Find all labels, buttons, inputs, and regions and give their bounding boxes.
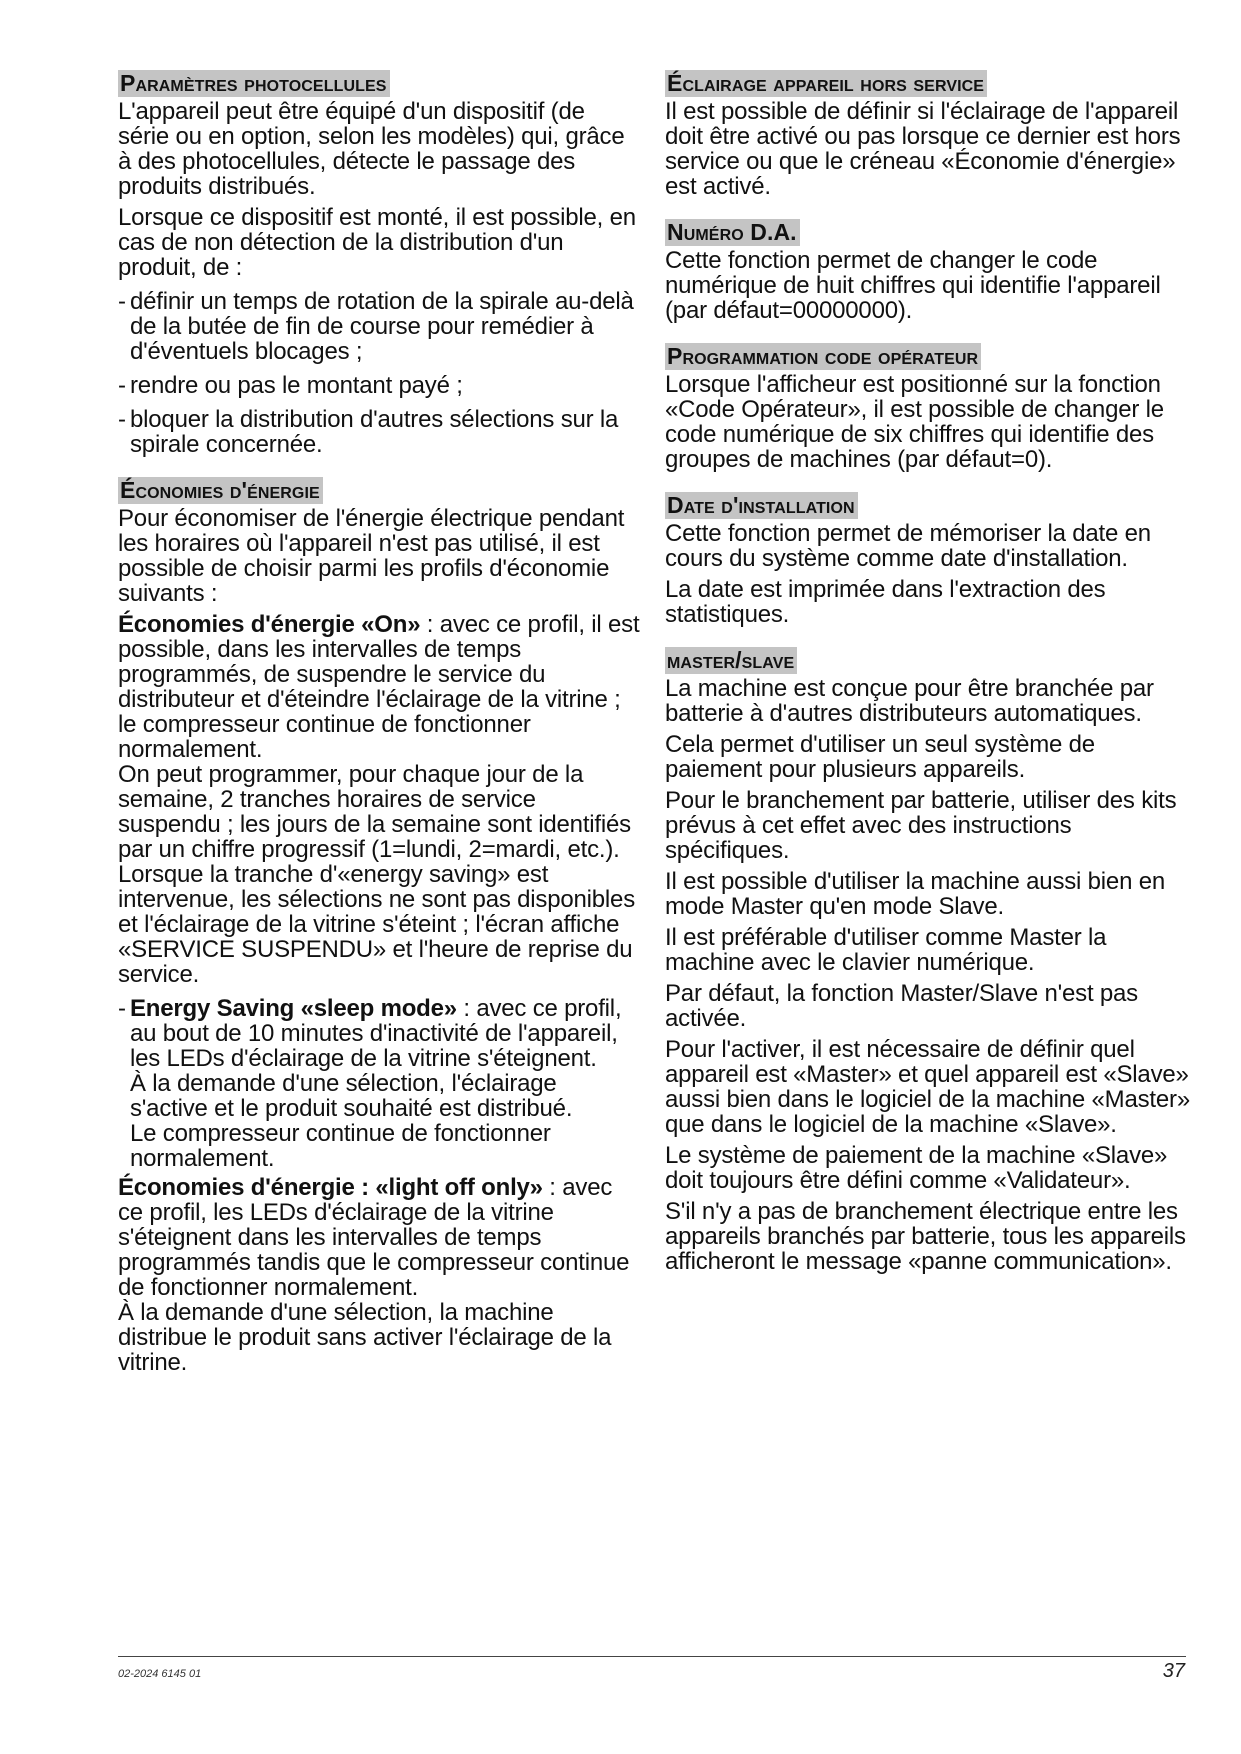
paragraph: Le compresseur continue de fonctionner normalement.	[130, 1120, 551, 1172]
section-heading: Numéro D.A.	[665, 219, 800, 246]
right-column	[665, 70, 1195, 1294]
paragraph: Il est possible d'utiliser la machine aussi bien en mode Master qu'en mode Slave.	[665, 868, 1165, 920]
list-item-text: bloquer la distribution d'autres sélections sur la spirale concernée.	[130, 406, 619, 458]
paragraph: Lorsque la tranche d'«energy saving» est intervenue, les sélections ne sont pas disponibles et l'éclairage de la vitrine s'éteint ; l'écran affiche «SERVICE SUSPENDU» et l'heure de reprise du service.	[118, 861, 635, 988]
section-heading: Paramètres photocellules	[118, 70, 390, 97]
section-heading: Programmation code opérateur	[665, 343, 981, 370]
paragraph: Pour le branchement par batterie, utiliser des kits prévus à cet effet avec des instructions spécifiques.	[665, 787, 1177, 864]
paragraph: Lorsque ce dispositif est monté, il est possible, en cas de non détection de la distribution d'un produit, de :	[118, 204, 636, 281]
section-heading: Date d'installation	[665, 492, 858, 519]
paragraph: À la demande d'une sélection, l'éclairage s'active et le produit souhaité est distribué.	[130, 1070, 573, 1122]
paragraph: L'appareil peut être équipé d'un dispositif (de série ou en option, selon les modèles) qui, grâce à des photocellules, détecte le passage des produits distribués.	[118, 98, 625, 200]
energy-on-text: : avec ce profil, il est possible, dans les intervalles de temps programmés, de suspendre le service du distributeur et d'éteindre l'éclairage de la vitrine ; le compresseur continue de fonctionner normalement.	[118, 611, 640, 763]
energy-on-paragraph	[118, 612, 640, 762]
section-heading: Éclairage appareil hors service	[665, 70, 987, 97]
section-da-number	[665, 219, 1195, 323]
paragraph: La machine est conçue pour être branchée par batterie à d'autres distributeurs automatiques.	[665, 675, 1154, 727]
list-item	[118, 373, 640, 398]
energy-on-label: Économies d'énergie «On»	[118, 611, 421, 638]
section-photocell-params	[118, 70, 640, 457]
section-lighting-out-of-service	[665, 70, 1195, 199]
paragraph: Pour l'activer, il est nécessaire de définir quel appareil est «Master» et quel appareil est «Slave» aussi bien dans le logiciel de la machine «Master» que dans le logiciel de la machine «Slave».	[665, 1036, 1190, 1138]
paragraph: Cette fonction permet de changer le code numérique de huit chiffres qui identifie l'appareil (par défaut=00000000).	[665, 247, 1161, 324]
sleep-mode-label: Energy Saving «sleep mode»	[130, 995, 457, 1022]
list-item-text: rendre ou pas le montant payé ;	[130, 372, 463, 399]
section-master-slave	[665, 647, 1195, 1274]
footer-rule	[118, 1656, 1186, 1657]
left-column	[118, 70, 640, 1395]
paragraph: On peut programmer, pour chaque jour de la semaine, 2 tranches horaires de service suspendu ; les jours de la semaine sont identifiés par un chiffre progressif (1=lundi, 2=mardi, etc.).	[118, 761, 631, 863]
section-heading: master/slave	[665, 647, 797, 674]
list-item-text	[130, 996, 640, 1171]
paragraph: À la demande d'une sélection, la machine distribue le produit sans activer l'éclairage de la vitrine.	[118, 1299, 612, 1376]
dash-marker: -	[118, 288, 126, 315]
paragraph: Par défaut, la fonction Master/Slave n'est pas activée.	[665, 980, 1138, 1032]
list-item	[118, 407, 640, 457]
sleep-mode-text: : avec ce profil, au bout de 10 minutes d'inactivité de l'appareil, les LEDs d'éclairage de la vitrine s'éteignent.	[130, 995, 622, 1072]
dash-marker: -	[118, 372, 126, 399]
list-item	[118, 996, 640, 1171]
page-number: 37	[1162, 1660, 1185, 1682]
section-energy-saving	[118, 477, 640, 1375]
document-code: 02-2024 6145 01	[118, 1668, 202, 1680]
paragraph: S'il n'y a pas de branchement électrique entre les appareils branchés par batterie, tous les appareils afficheront le message «panne communication».	[665, 1198, 1186, 1275]
light-off-label: Économies d'énergie : «light off only»	[118, 1174, 543, 1201]
light-off-text: : avec ce profil, les LEDs d'éclairage de la vitrine s'éteignent dans les intervalles de temps programmés tandis que le compresseur continue de fonctionner normalement.	[118, 1174, 630, 1301]
sleep-mode-paragraph	[130, 996, 640, 1071]
paragraph: Le système de paiement de la machine «Slave» doit toujours être défini comme «Validateur».	[665, 1142, 1168, 1194]
paragraph: Cette fonction permet de mémoriser la date en cours du système comme date d'installation.	[665, 520, 1151, 572]
list-item-text: définir un temps de rotation de la spirale au-delà de la butée de fin de course pour remédier à d'éventuels blocages ;	[130, 288, 634, 365]
dash-marker: -	[118, 406, 126, 433]
section-install-date	[665, 492, 1195, 627]
paragraph: Cela permet d'utiliser un seul système de paiement pour plusieurs appareils.	[665, 731, 1095, 783]
light-off-paragraph	[118, 1175, 640, 1300]
section-operator-code	[665, 343, 1195, 472]
paragraph: Il est possible de définir si l'éclairage de l'appareil doit être activé ou pas lorsque ce dernier est hors service ou que le créneau «Économie d'énergie» est activé.	[665, 98, 1181, 200]
paragraph: La date est imprimée dans l'extraction des statistiques.	[665, 576, 1106, 628]
paragraph: Lorsque l'afficheur est positionné sur la fonction «Code Opérateur», il est possible de changer le code numérique de six chiffres qui identifie des groupes de machines (par défaut=0).	[665, 371, 1164, 473]
section-heading: Économies d'énergie	[118, 477, 323, 504]
list-item	[118, 289, 640, 364]
dash-marker: -	[118, 995, 126, 1022]
paragraph: Il est préférable d'utiliser comme Master la machine avec le clavier numérique.	[665, 924, 1107, 976]
paragraph: Pour économiser de l'énergie électrique pendant les horaires où l'appareil n'est pas utilisé, il est possible de choisir parmi les profils d'économie suivants :	[118, 505, 625, 607]
